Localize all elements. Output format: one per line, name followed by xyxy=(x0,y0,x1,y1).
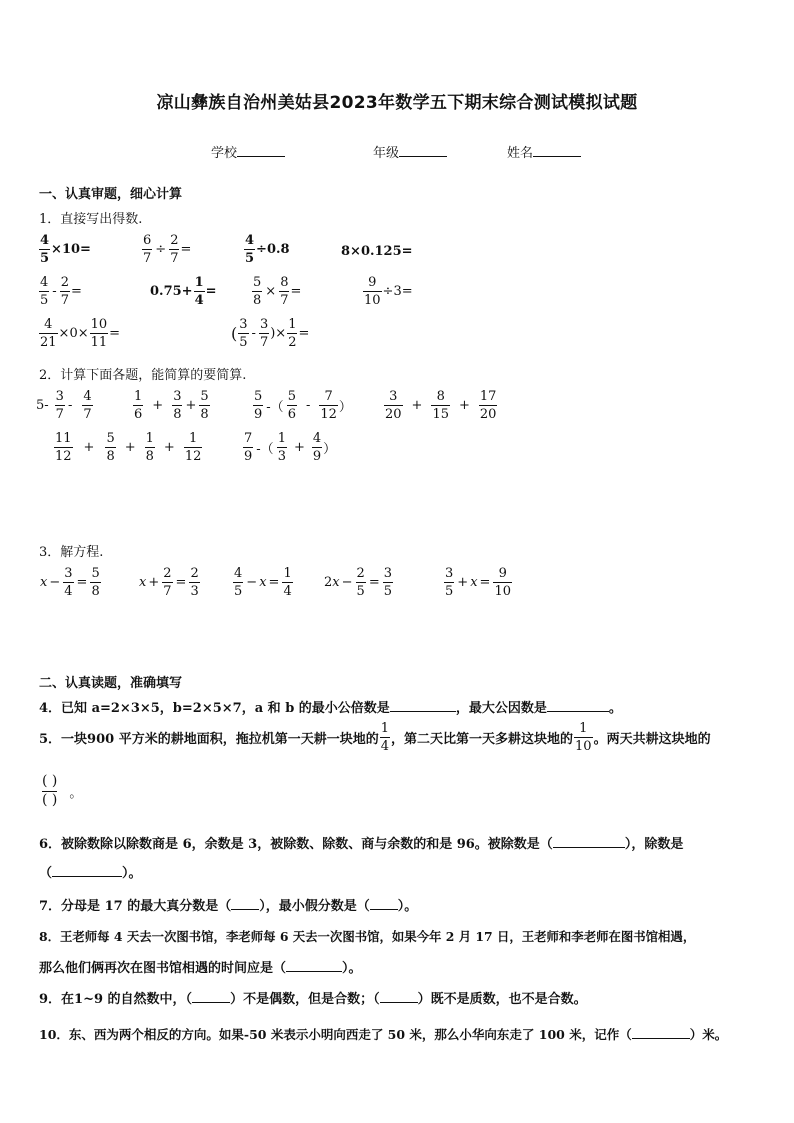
q1-item-h: $\frac{9}{10}$ ÷3= xyxy=(364,275,413,308)
q10: 10．东、西为两个相反的方向。如果-50 米表示小明向西走了 50 米，那么小华向东走了 100 米，记作（ ）米。 xyxy=(39,1027,728,1042)
q3-item-c: $\frac{4}{5}$ − x = $\frac{1}{4}$ xyxy=(234,566,292,599)
q1-item-i: $\frac{4}{21}$ ×0× $\frac{10}{11}$ = xyxy=(40,317,121,350)
section2-heading: 二、认真读题，准确填写 xyxy=(39,676,183,691)
grade-label: 年级 xyxy=(373,146,400,161)
name-label: 姓名 xyxy=(507,146,534,161)
q1-item-b: $\frac{6}{7}$ ÷ $\frac{2}{7}$ = xyxy=(143,233,192,266)
q9: 9．在1~9 的自然数中，（ ）不是偶数，但是合数；（ ）既不是质数，也不是合数。 xyxy=(39,992,587,1007)
q2-item-c: $\frac{5}{9}$ -（ $\frac{5}{6}$ - $\frac{7}{12}$ ） xyxy=(254,389,352,422)
q5: 5．一块900 平方米的耕地面积，拖拉机第一天耕一块地的 $\frac{1}{4}$ ，第二天比第一天多耕这块地的 $\frac{1}{10}$ 。两天共耕这块地的 xyxy=(39,721,711,754)
name-blank[interactable] xyxy=(533,145,581,157)
q2-item-d: $\frac{3}{20}$ + $\frac{8}{15}$ + $\frac{17}{20}$ xyxy=(385,389,497,422)
school-label: 学校 xyxy=(211,146,238,161)
section1-heading: 一、认真审题，细心计算 xyxy=(39,187,183,202)
name-field[interactable] xyxy=(507,142,581,161)
answer-blank[interactable] xyxy=(547,700,609,712)
q3-item-a: x − $\frac{3}{4}$ = $\frac{5}{8}$ xyxy=(40,566,100,599)
q6-line2: （ ）。 xyxy=(39,866,142,881)
q6-line1: 6．被除数除以除数商是 6，余数是 3，被除数、除数、商与余数的和是 96。被除数是（ ），除数是 xyxy=(39,837,684,852)
fraction: $\frac{4}{5}$ xyxy=(40,233,50,266)
q1-prompt: 1．直接写出得数. xyxy=(39,212,143,227)
q3-item-b: x + $\frac{2}{7}$ = $\frac{2}{3}$ xyxy=(139,566,199,599)
q1-item-e: $\frac{4}{5}$ - $\frac{2}{7}$ = xyxy=(40,275,82,308)
q3-item-e: $\frac{3}{5}$ + x = $\frac{9}{10}$ xyxy=(445,566,511,599)
school-field[interactable] xyxy=(211,142,285,161)
answer-blank[interactable] xyxy=(231,898,259,910)
q1-item-f: 0.75+ $\frac{1}{4}$ = xyxy=(150,275,217,308)
q1-item-c: $\frac{4}{5}$ ÷0.8 xyxy=(245,233,290,266)
q3-prompt: 3．解方程. xyxy=(39,545,104,560)
grade-blank[interactable] xyxy=(399,145,447,157)
q1-item-a: $\frac{4}{5}$ ×10= xyxy=(40,233,91,266)
q5-answer-fraction[interactable]: $\frac{( )}{( )}$ 。 xyxy=(42,773,83,808)
answer-blank[interactable] xyxy=(286,960,342,972)
q2-item-e: $\frac{11}{12}$ + $\frac{5}{8}$ + $\frac{1}{8}$ + $\frac{1}{12}$ xyxy=(55,431,202,464)
q2-item-a: 5- $\frac{3}{7}$ - $\frac{4}{7}$ xyxy=(36,389,92,422)
q1-item-g: $\frac{5}{8}$ × $\frac{8}{7}$ = xyxy=(253,275,302,308)
q4: 4．已知 a=2×3×5，b=2×5×7，a 和 b 的最小公倍数是 ，最大公因数是 。 xyxy=(39,701,622,716)
q7: 7．分母是 17 的最大真分数是（ ），最小假分数是（ ）。 xyxy=(39,899,418,914)
answer-blank[interactable] xyxy=(52,865,122,877)
q1-item-j: ( $\frac{3}{5}$ - $\frac{3}{7}$ )× $\frac{1}{2}$ = xyxy=(231,317,310,350)
q1-item-d: 8×0.125= xyxy=(341,244,413,259)
q3-item-d: 2 x − $\frac{2}{5}$ = $\frac{3}{5}$ xyxy=(324,566,392,599)
q8-line2: 那么他们俩再次在图书馆相遇的时间应是（ ）。 xyxy=(39,961,362,976)
q2-prompt: 2．计算下面各题，能简算的要简算. xyxy=(39,368,247,383)
answer-blank[interactable] xyxy=(632,1027,690,1039)
page-title: 凉山彝族自治州美姑县2023年数学五下期末综合测试模拟试题 xyxy=(156,93,638,113)
q8-line1: 8．王老师每 4 天去一次图书馆，李老师每 6 天去一次图书馆，如果今年 2 月 17 日，王老师和李老师在图书馆相遇， xyxy=(39,929,696,944)
grade-field[interactable] xyxy=(373,142,447,161)
answer-blank[interactable] xyxy=(553,836,625,848)
q2-item-b: $\frac{1}{6}$ + $\frac{3}{8}$ + $\frac{5}{8}$ xyxy=(134,389,209,422)
answer-blank[interactable] xyxy=(380,991,418,1003)
answer-blank[interactable] xyxy=(390,700,456,712)
answer-blank[interactable] xyxy=(370,898,398,910)
school-blank[interactable] xyxy=(237,145,285,157)
q2-item-f: $\frac{7}{9}$ -（ $\frac{1}{3}$ + $\frac{4}{9}$ ） xyxy=(244,431,337,464)
answer-blank[interactable] xyxy=(192,991,230,1003)
